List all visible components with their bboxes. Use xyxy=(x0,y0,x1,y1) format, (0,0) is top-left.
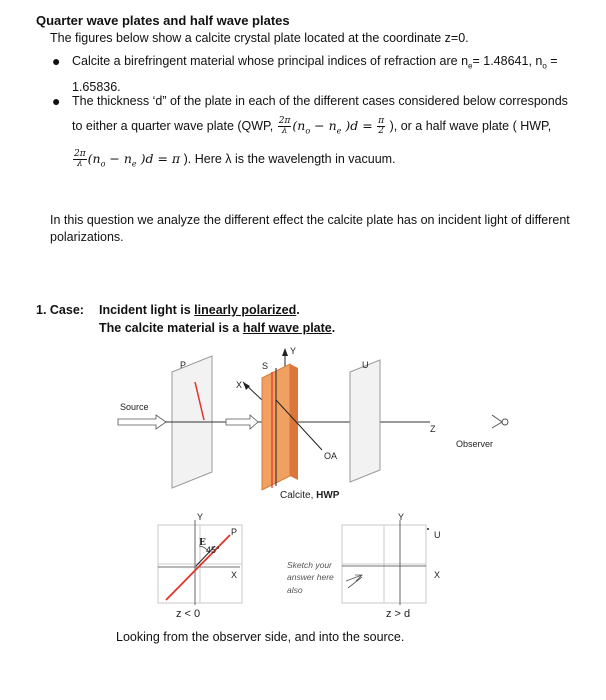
bullet1-line2: 1.65836. xyxy=(72,79,121,94)
left-label-x: X xyxy=(231,570,238,580)
bullet-dot: ● xyxy=(52,53,61,69)
label-source: Source xyxy=(120,402,149,412)
label-z: Z xyxy=(430,424,436,434)
sketch-arrow-icon xyxy=(346,575,362,588)
observer-pupil-icon xyxy=(502,419,508,425)
y-axis-arrowhead xyxy=(282,348,288,356)
label-observer: Observer xyxy=(456,439,494,449)
sketch-hint-3: also xyxy=(287,585,303,595)
label-s: S xyxy=(262,361,269,371)
bottom-caption: Looking from the observer side, and into the source. xyxy=(116,630,405,644)
left-label-y: Y xyxy=(197,512,204,522)
label-y: Y xyxy=(290,346,297,356)
qwp-fraction: $\frac{2\pi}{\lambda}$ xyxy=(278,116,291,136)
right-u-dot xyxy=(427,528,429,530)
label-z-right: z > d xyxy=(386,608,411,620)
hwp-fraction: $\frac{2\pi}{\lambda}$ xyxy=(74,149,86,169)
right-label-x: X xyxy=(434,570,441,580)
x-axis-arrowhead xyxy=(243,382,250,390)
label-u: U xyxy=(362,360,369,370)
bullet1-line1: Calcite a birefringent material whose principal indices of refraction are $n_e= 1.48641$, $n_o$ = xyxy=(72,54,558,71)
label-oa: OA xyxy=(324,451,338,461)
case-line1: Incident light is linearly polarized. xyxy=(99,303,300,317)
figure-caption: Calcite, HWP xyxy=(280,490,340,501)
bullet2-line3: $\frac{2\pi}{\lambda}$ ($n_o - n_e$ )d = π ). Here λ is the wavelength in vacuum. xyxy=(74,149,396,169)
right-label-y: Y xyxy=(398,512,405,522)
middle-arrow xyxy=(226,415,258,429)
sketch-hint-2: answer here xyxy=(287,572,334,582)
case-number: 1. Case: xyxy=(36,303,84,317)
qwp-rhs-fraction: $\frac{\pi}{2}$ xyxy=(378,116,385,136)
page-title: Quarter wave plates and half wave plates xyxy=(36,13,290,28)
bullet-dot: ● xyxy=(52,93,61,109)
analyzer-u xyxy=(350,360,380,482)
label-x: X xyxy=(236,380,243,390)
sketch-hint-1: Sketch your xyxy=(287,560,332,570)
left-label-e: E xyxy=(199,538,206,548)
label-p: P xyxy=(180,360,187,370)
observer-eye-icon xyxy=(492,415,502,428)
intro-text: The figures below show a calcite crystal plate located at the coordinate z=0. xyxy=(50,31,469,45)
right-label-u: U xyxy=(434,530,441,540)
case-line2: The calcite material is a half wave plate. xyxy=(99,321,336,335)
left-label-angle: 45° xyxy=(206,545,220,555)
analysis-paragraph: In this question we analyze the different effect the calcite plate has on incident light of different polarizations. xyxy=(50,213,570,244)
label-z-left: z < 0 xyxy=(176,608,201,620)
source-arrow xyxy=(118,415,166,429)
left-label-p: P xyxy=(231,527,238,537)
bullet2-line2: to either a quarter wave plate (QWP, $\frac{2\pi}{\lambda}$ ($n_o - n_e$ )d = $\frac{\pi}{2}$ ), or a half wave plate ( HWP, xyxy=(72,116,552,136)
bullet2-line1: The thickness ‘d” of the plate in each of the different cases considered below corresponds xyxy=(72,94,568,108)
left-e-field-line xyxy=(166,535,230,600)
